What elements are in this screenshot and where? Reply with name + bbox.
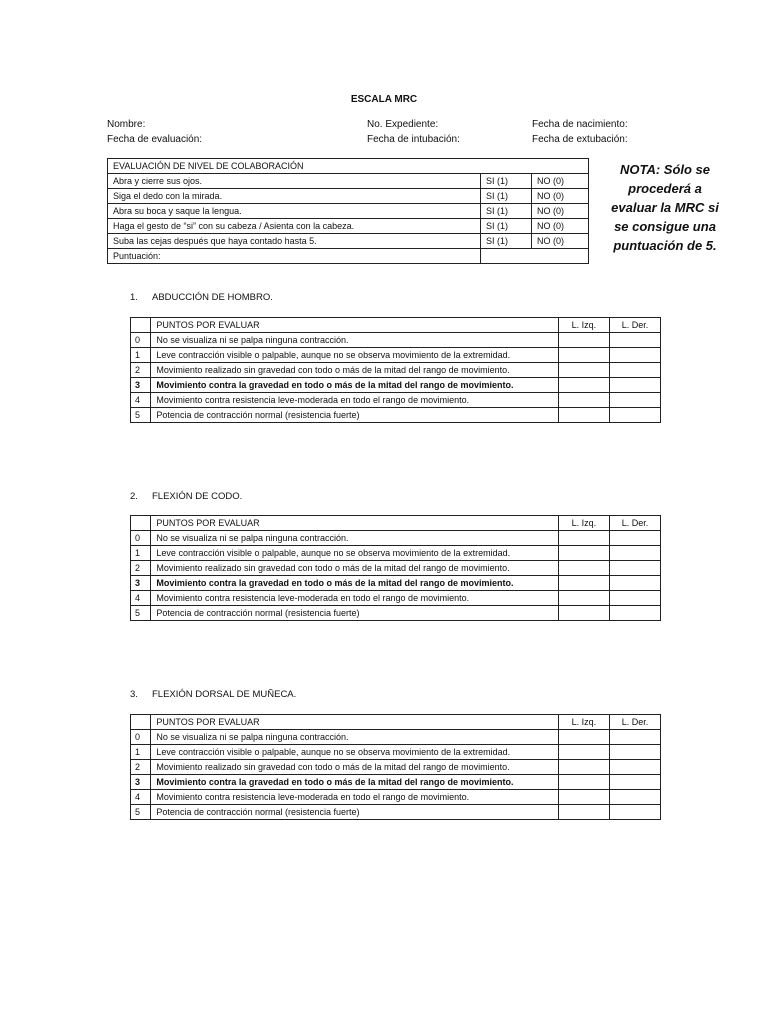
left-side-cell[interactable]	[558, 730, 609, 745]
collaboration-row	[108, 174, 589, 189]
left-side-cell[interactable]	[558, 408, 609, 423]
mrc-description: Movimiento contra resistencia leve-moderada en todo el rango de movimiento.	[151, 591, 558, 606]
right-side-cell[interactable]	[609, 546, 660, 561]
mrc-header-der: L. Der.	[609, 318, 660, 333]
section-number: 1.	[130, 292, 138, 303]
left-side-cell[interactable]	[558, 775, 609, 790]
left-side-cell[interactable]	[558, 393, 609, 408]
nota-line: evaluar la MRC si	[611, 200, 719, 215]
left-side-cell[interactable]	[558, 805, 609, 820]
nota-line: se consigue una	[614, 219, 716, 234]
mrc-row	[131, 393, 661, 408]
mrc-score: 0	[131, 531, 151, 546]
left-side-cell[interactable]	[558, 546, 609, 561]
right-side-cell[interactable]	[609, 745, 660, 760]
right-side-cell[interactable]	[609, 775, 660, 790]
mrc-description: No se visualiza ni se palpa ninguna contracción.	[151, 333, 558, 348]
mrc-score: 3	[131, 775, 151, 790]
left-side-cell[interactable]	[558, 790, 609, 805]
mrc-row	[131, 363, 661, 378]
collaboration-si: SI (1)	[481, 219, 532, 234]
mrc-score: 4	[131, 790, 151, 805]
collaboration-item: Abra su boca y saque la lengua.	[108, 204, 481, 219]
nota-line: puntuación de 5.	[613, 238, 717, 253]
right-side-cell[interactable]	[609, 333, 660, 348]
mrc-description: Movimiento contra resistencia leve-moderada en todo el rango de movimiento.	[151, 393, 558, 408]
collaboration-no: NO (0)	[532, 234, 589, 249]
mrc-score: 3	[131, 378, 151, 393]
right-side-cell[interactable]	[609, 408, 660, 423]
collaboration-item: Abra y cierre sus ojos.	[108, 174, 481, 189]
collaboration-si: SI (1)	[481, 189, 532, 204]
mrc-row	[131, 576, 661, 591]
collaboration-item: Siga el dedo con la mirada.	[108, 189, 481, 204]
left-side-cell[interactable]	[558, 576, 609, 591]
mrc-row	[131, 790, 661, 805]
mrc-description: Movimiento realizado sin gravedad con todo o más de la mitad del rango de movimiento.	[151, 363, 558, 378]
mrc-score: 2	[131, 561, 151, 576]
mrc-score: 5	[131, 805, 151, 820]
mrc-description: Movimiento contra la gravedad en todo o más de la mitad del rango de movimiento.	[151, 775, 558, 790]
mrc-table	[130, 714, 661, 820]
left-side-cell[interactable]	[558, 531, 609, 546]
left-side-cell[interactable]	[558, 760, 609, 775]
mrc-header-row	[131, 715, 661, 730]
mrc-description: Leve contracción visible o palpable, aunque no se observa movimiento de la extremidad.	[151, 745, 558, 760]
mrc-description: Movimiento contra la gravedad en todo o más de la mitad del rango de movimiento.	[151, 576, 558, 591]
left-side-cell[interactable]	[558, 333, 609, 348]
section-title	[130, 292, 273, 303]
left-side-cell[interactable]	[558, 348, 609, 363]
evaluacion-label: Fecha de evaluación:	[107, 134, 203, 145]
right-side-cell[interactable]	[609, 561, 660, 576]
mrc-description: No se visualiza ni se palpa ninguna contracción.	[151, 531, 558, 546]
left-side-cell[interactable]	[558, 363, 609, 378]
mrc-row	[131, 333, 661, 348]
mrc-row	[131, 591, 661, 606]
mrc-description: Leve contracción visible o palpable, aunque no se observa movimiento de la extremidad.	[151, 546, 558, 561]
mrc-header-row	[131, 516, 661, 531]
right-side-cell[interactable]	[609, 363, 660, 378]
score-value-cell[interactable]	[481, 249, 589, 264]
mrc-table	[130, 515, 661, 621]
mrc-row	[131, 760, 661, 775]
collaboration-table	[107, 158, 589, 264]
mrc-row	[131, 805, 661, 820]
mrc-table	[130, 317, 661, 423]
mrc-row	[131, 745, 661, 760]
right-side-cell[interactable]	[609, 531, 660, 546]
mrc-score: 1	[131, 546, 151, 561]
right-side-cell[interactable]	[609, 393, 660, 408]
mrc-header-num	[131, 516, 151, 531]
mrc-description: Potencia de contracción normal (resistencia fuerte)	[151, 408, 558, 423]
mrc-header-num	[131, 715, 151, 730]
expediente-label: No. Expediente:	[367, 119, 439, 130]
mrc-score: 2	[131, 363, 151, 378]
mrc-description: Potencia de contracción normal (resistencia fuerte)	[151, 606, 558, 621]
mrc-score: 2	[131, 760, 151, 775]
mrc-description: Movimiento contra resistencia leve-moderada en todo el rango de movimiento.	[151, 790, 558, 805]
mrc-row	[131, 561, 661, 576]
mrc-row	[131, 348, 661, 363]
section-name: FLEXIÓN DORSAL DE MUÑECA.	[152, 689, 297, 700]
right-side-cell[interactable]	[609, 378, 660, 393]
mrc-description: Movimiento realizado sin gravedad con todo o más de la mitad del rango de movimiento.	[151, 760, 558, 775]
collaboration-row	[108, 219, 589, 234]
mrc-score: 3	[131, 576, 151, 591]
collaboration-no: NO (0)	[532, 219, 589, 234]
mrc-header-num	[131, 318, 151, 333]
nacimiento-label: Fecha de nacimiento:	[532, 119, 628, 130]
left-side-cell[interactable]	[558, 745, 609, 760]
mrc-row	[131, 546, 661, 561]
nota-line: NOTA: Sólo se	[619, 162, 711, 177]
mrc-row	[131, 606, 661, 621]
collaboration-heading-row	[108, 159, 589, 174]
mrc-score: 0	[131, 333, 151, 348]
collaboration-score-row	[108, 249, 589, 264]
extubacion-label: Fecha de extubación:	[532, 134, 628, 145]
collaboration-si: SI (1)	[481, 234, 532, 249]
mrc-header-label: PUNTOS POR EVALUAR	[151, 715, 558, 730]
mrc-header-der: L. Der.	[609, 516, 660, 531]
mrc-row	[131, 408, 661, 423]
page-title: ESCALA MRC	[350, 94, 418, 105]
nombre-label: Nombre:	[107, 119, 146, 130]
score-label: Puntuación:	[108, 249, 481, 264]
right-side-cell[interactable]	[609, 790, 660, 805]
section-title	[130, 689, 296, 700]
mrc-header-der: L. Der.	[609, 715, 660, 730]
mrc-row	[131, 775, 661, 790]
intubacion-label: Fecha de intubación:	[367, 134, 460, 145]
collaboration-row	[108, 234, 589, 249]
mrc-description: Leve contracción visible o palpable, aunque no se observa movimiento de la extremidad.	[151, 348, 558, 363]
right-side-cell[interactable]	[609, 606, 660, 621]
right-side-cell[interactable]	[609, 591, 660, 606]
collaboration-no: NO (0)	[532, 204, 589, 219]
mrc-header-label: PUNTOS POR EVALUAR	[151, 318, 558, 333]
collaboration-si: SI (1)	[481, 174, 532, 189]
collaboration-item: Haga el gesto de “si” con su cabeza / Asienta con la cabeza.	[108, 219, 481, 234]
mrc-header-izq: L. Izq.	[558, 318, 609, 333]
right-side-cell[interactable]	[609, 348, 660, 363]
collaboration-item: Suba las cejas después que haya contado hasta 5.	[108, 234, 481, 249]
collaboration-no: NO (0)	[532, 189, 589, 204]
nota-line: procederá a	[628, 181, 702, 196]
mrc-description: No se visualiza ni se palpa ninguna contracción.	[151, 730, 558, 745]
collaboration-si: SI (1)	[481, 204, 532, 219]
mrc-header-label: PUNTOS POR EVALUAR	[151, 516, 558, 531]
section-number: 3.	[130, 689, 138, 700]
collaboration-heading: EVALUACIÓN DE NIVEL DE COLABORACIÓN	[108, 159, 589, 174]
section-name: ABDUCCIÓN DE HOMBRO.	[152, 292, 273, 303]
right-side-cell[interactable]	[609, 576, 660, 591]
right-side-cell[interactable]	[609, 760, 660, 775]
section-number: 2.	[130, 491, 138, 502]
right-side-cell[interactable]	[609, 805, 660, 820]
right-side-cell[interactable]	[609, 730, 660, 745]
nota-box	[600, 160, 730, 255]
section-name: FLEXIÓN DE CODO.	[152, 491, 243, 502]
mrc-row	[131, 730, 661, 745]
mrc-header-row	[131, 318, 661, 333]
mrc-row	[131, 378, 661, 393]
collaboration-row	[108, 189, 589, 204]
mrc-score: 4	[131, 393, 151, 408]
mrc-score: 0	[131, 730, 151, 745]
left-side-cell[interactable]	[558, 561, 609, 576]
collaboration-row	[108, 204, 589, 219]
mrc-description: Potencia de contracción normal (resistencia fuerte)	[151, 805, 558, 820]
mrc-row	[131, 531, 661, 546]
left-side-cell[interactable]	[558, 378, 609, 393]
mrc-score: 5	[131, 606, 151, 621]
section-title	[130, 491, 242, 502]
mrc-score: 5	[131, 408, 151, 423]
mrc-score: 1	[131, 348, 151, 363]
mrc-description: Movimiento contra la gravedad en todo o más de la mitad del rango de movimiento.	[151, 378, 558, 393]
mrc-score: 4	[131, 591, 151, 606]
collaboration-no: NO (0)	[532, 174, 589, 189]
mrc-header-izq: L. Izq.	[558, 516, 609, 531]
left-side-cell[interactable]	[558, 591, 609, 606]
mrc-score: 1	[131, 745, 151, 760]
mrc-header-izq: L. Izq.	[558, 715, 609, 730]
mrc-description: Movimiento realizado sin gravedad con todo o más de la mitad del rango de movimiento.	[151, 561, 558, 576]
left-side-cell[interactable]	[558, 606, 609, 621]
